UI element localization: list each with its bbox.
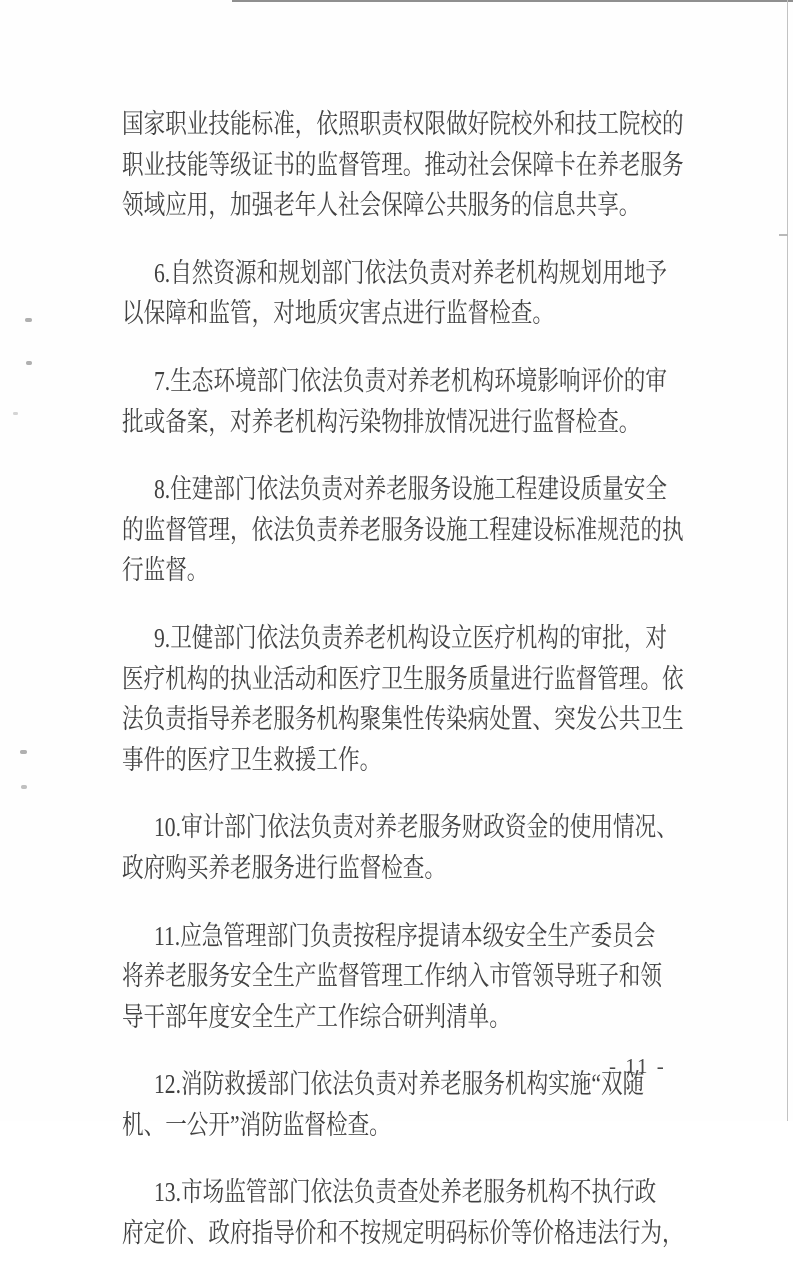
text-line: 将养老服务安全生产监督管理工作纳入市管领导班子和领 xyxy=(122,961,662,992)
scan-artifact-dot xyxy=(21,785,27,789)
text-line: 7.生态环境部门依法负责对养老机构环境影响评价的审 xyxy=(154,365,667,396)
scan-artifact-dot xyxy=(20,750,27,754)
text-line: 10.审计部门依法负责对养老服务财政资金的使用情况、 xyxy=(154,812,678,843)
text-line: 13.市场监管部门依法负责查处养老服务机构不执行政 xyxy=(154,1177,657,1208)
scan-artifact-dot xyxy=(25,318,32,322)
text-line: 领域应用，加强老年人社会保障公共服务的信息共享。 xyxy=(122,190,641,221)
text-line: 6.自然资源和规划部门依法负责对养老机构规划用地予 xyxy=(154,257,667,288)
text-line: 的监督管理，依法负责养老服务设施工程建设标准规范的执 xyxy=(122,514,684,545)
text-line: 9.卫健部门依法负责养老机构设立医疗机构的审批，对 xyxy=(154,622,667,653)
text-line: 行监督。 xyxy=(122,555,209,586)
text-line: 国家职业技能标准，依照职责权限做好院校外和技工院校的 xyxy=(122,109,684,139)
text-line: 以保障和监管，对地质灾害点进行监督检查。 xyxy=(122,298,554,329)
text-line: 机、一公开”消防监督检查。 xyxy=(122,1109,391,1140)
document-body xyxy=(122,104,698,1281)
text-line: 8.住建部门依法负责对养老服务设施工程建设质量安全 xyxy=(154,474,667,505)
scan-right-edge-line xyxy=(787,0,788,1121)
text-line: 职业技能等级证书的监督管理。推动社会保障卡在养老服务 xyxy=(122,149,684,180)
scan-artifact-dot xyxy=(13,412,18,415)
scan-top-edge-line xyxy=(232,0,793,2)
text-line: 批或备案，对养老机构污染物排放情况进行监督检查。 xyxy=(122,406,641,437)
scan-artifact-dot xyxy=(26,361,32,365)
text-line: 事件的医疗卫生救援工作。 xyxy=(122,744,382,775)
text-line: 政府购买养老服务进行监督检查。 xyxy=(122,852,446,883)
text-line: 导干部年度安全生产工作综合研判清单。 xyxy=(122,1001,511,1032)
scan-edge-tick xyxy=(779,234,788,236)
text-line: 府定价、政府指导价和不按规定明码标价等价格违法行为， xyxy=(122,1218,684,1249)
text-line: 医疗机构的执业活动和医疗卫生服务质量进行监督管理。依 xyxy=(122,663,684,694)
text-line: 12.消防救援部门依法负责对养老服务机构实施“双随 xyxy=(154,1069,645,1100)
page-number: - 11 - xyxy=(609,1054,666,1078)
text-line: 法负责指导养老服务机构聚集性传染病处置、突发公共卫生 xyxy=(122,704,684,735)
text-line: 11.应急管理部门负责按程序提请本级安全生产委员会 xyxy=(154,920,656,951)
